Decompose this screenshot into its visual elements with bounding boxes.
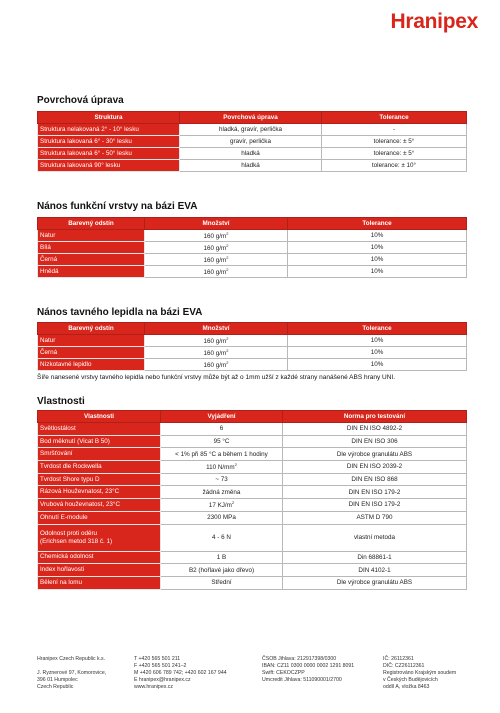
unit-exponent: 2: [234, 462, 237, 468]
table-row: [38, 576, 467, 589]
table-cell: 95 °C: [161, 435, 283, 448]
table-row: [38, 564, 467, 577]
table-row: [38, 551, 467, 564]
table-cell: Struktura lakovaná 90° lesku: [38, 160, 180, 172]
quantity-cell: [145, 242, 288, 254]
quantity-cell: [145, 230, 288, 242]
table-cell: 10%: [288, 359, 467, 371]
table-cell: Struktura lakovaná 6° - 30° lesku: [38, 136, 180, 148]
column-header: Tolerance: [288, 218, 467, 230]
quantity-cell: [145, 266, 288, 278]
footer-line: www.hranipex.cz: [134, 684, 173, 690]
footer-line: 396 01 Humpolec: [37, 677, 78, 683]
table-cell: Struktura lakovaná 6° - 50° lesku: [38, 148, 180, 160]
quantity-value: 160: [203, 362, 215, 369]
table-row: [38, 160, 467, 172]
table-cell: 10%: [288, 266, 467, 278]
unit-exponent: 2: [226, 231, 229, 236]
table-row: [38, 254, 467, 266]
quantity-value: 160: [203, 257, 215, 264]
table-row: [38, 511, 467, 524]
table-row: [38, 230, 467, 242]
table-cell: 10%: [288, 254, 467, 266]
column-header: Tolerance: [288, 323, 467, 335]
footer-company: [37, 656, 106, 691]
table-cell: tolerance: ± 10°: [322, 160, 467, 172]
table-cell: ASTM D 790: [283, 511, 467, 524]
quantity-unit: g/m: [215, 338, 227, 345]
footer-line: v Českých Budějovicích: [383, 677, 438, 683]
footer-line: IBAN: CZ11 0300 0000 0002 1291 8091: [262, 663, 355, 669]
unit-exponent: 2: [226, 336, 229, 341]
table-cell: DIN EN ISO 179-2: [283, 499, 467, 512]
quantity-unit: g/m: [215, 233, 227, 240]
column-header: Povrchová úprava: [180, 112, 322, 124]
table-row: [38, 461, 467, 474]
footer-line: M +420 606 789 742; +420 602 167 944: [134, 670, 227, 676]
unit-exponent: 2: [226, 243, 229, 248]
props-section-title: Vlastnosti: [37, 396, 85, 407]
table-cell: 2300 MPa: [161, 511, 283, 524]
table-cell: DIN EN ISO 179-2: [283, 486, 467, 499]
table-cell: Tvrdost Shore typu D: [38, 473, 161, 486]
table-cell: 10%: [288, 347, 467, 359]
table-cell: DIN EN ISO 306: [283, 435, 467, 448]
quantity-unit: g/m: [215, 245, 227, 252]
table-row: [38, 473, 467, 486]
column-header: Vyjádření: [161, 411, 283, 423]
quantity-value: 160: [203, 338, 215, 345]
table-cell: Bílá: [38, 242, 145, 254]
table-cell: Bělení na lomu: [38, 576, 161, 589]
table-cell: vlastní metoda: [283, 524, 467, 551]
table-cell: Natur: [38, 335, 145, 347]
table-row: [38, 148, 467, 160]
table-cell: 10%: [288, 335, 467, 347]
table-cell: 17 $KJ/m^2$: [161, 499, 283, 512]
table-row: [38, 136, 467, 148]
surface-table: [37, 111, 467, 172]
eva-table: [37, 217, 467, 278]
table-cell: Struktura nelakovaná 2° - 10° lesku: [38, 124, 180, 136]
footer-line: J. Ryznerové 97, Komorovice,: [37, 670, 107, 676]
table-row: [38, 266, 467, 278]
table-row: [38, 423, 467, 436]
footer-registration: [383, 656, 456, 691]
table-cell: tolerance: ± 5°: [322, 148, 467, 160]
footer-line: E hranipex@hranipex.cz: [134, 677, 191, 683]
props-table: [37, 410, 467, 590]
table-cell: žádná změna: [161, 486, 283, 499]
footer-line: T +420 565 501 211: [134, 656, 181, 662]
table-cell: 6: [161, 423, 283, 436]
table-cell: DIN 4102-1: [283, 564, 467, 577]
table-cell: hladká, gravír, perlička: [180, 124, 322, 136]
table-cell: Střední: [161, 576, 283, 589]
table-cell: DIN EN ISO 868: [283, 473, 467, 486]
table-cell: gravír, perlička: [180, 136, 322, 148]
unit-exponent: 2: [226, 255, 229, 260]
column-header: Barevný odstín: [38, 218, 145, 230]
unit-exponent: 2: [226, 348, 229, 353]
table-cell: -: [322, 124, 467, 136]
table-row: [38, 499, 467, 512]
table-cell: Chemická odolnost: [38, 551, 161, 564]
table-cell: Černá: [38, 347, 145, 359]
table-cell: Natur: [38, 230, 145, 242]
quantity-value: 160: [203, 245, 215, 252]
table-cell: Dle výrobce granulátu ABS: [283, 576, 467, 589]
table-cell: Vrubová houževnatost, 23°C: [38, 499, 161, 512]
column-header: Struktura: [38, 112, 180, 124]
table-cell: Smršťování: [38, 448, 161, 461]
footer-line: oddíl A, vložka 8463: [383, 684, 430, 690]
footer-line: Hranipex Czech Republic k.s.: [37, 656, 106, 662]
footer-line: Registrováno Krajským soudem: [383, 670, 457, 676]
table-cell: 110 $N/mm^2$: [161, 461, 283, 474]
table-cell: ~ 73: [161, 473, 283, 486]
table-cell: Bod měknutí (Vicat B 50): [38, 435, 161, 448]
footer-line: IČ: 26112361: [383, 656, 414, 662]
column-header: Norma pro testování: [283, 411, 467, 423]
table-cell: hladká: [180, 160, 322, 172]
unit-exponent: 2: [226, 267, 229, 272]
table-row: [38, 347, 467, 359]
surface-section-title: Povrchová úprava: [37, 95, 124, 106]
footer-line: DIČ: CZ26112361: [383, 663, 425, 669]
table-row: [38, 448, 467, 461]
footer-line: F +420 565 501 241–2: [134, 663, 187, 669]
table-cell: Din 68861-1: [283, 551, 467, 564]
table-row: [38, 486, 467, 499]
table-cell: Nízkotavné lepidlo: [38, 359, 145, 371]
footer-line: Czech Republic: [37, 684, 74, 690]
column-header: Barevný odstín: [38, 323, 145, 335]
column-header: Množství: [145, 323, 288, 335]
table-cell: Černá: [38, 254, 145, 266]
quantity-unit: g/m: [215, 269, 227, 276]
column-header: Množství: [145, 218, 288, 230]
table-cell: Rázová Houževnatost, 23°C: [38, 486, 161, 499]
hotmelt-table: [37, 322, 467, 371]
table-cell: DIN EN ISO 4892-2: [283, 423, 467, 436]
unit-exponent: 2: [226, 360, 229, 365]
table-cell: Hnědá: [38, 266, 145, 278]
quantity-value: 160: [203, 269, 215, 276]
table-cell: 1 B: [161, 551, 283, 564]
footer-line: ČSOB Jihlava: 212917398/0300: [262, 656, 337, 662]
table-cell: < 1% při 85 °C a během 1 hodiny: [161, 448, 283, 461]
quantity-cell: [145, 335, 288, 347]
quantity-cell: [145, 347, 288, 359]
quantity-value: 160: [203, 233, 215, 240]
table-row: [38, 359, 467, 371]
table-cell: Ohnutí E-module: [38, 511, 161, 524]
footer-bank: [262, 656, 354, 684]
quantity-value: 160: [203, 350, 215, 357]
quantity-unit: g/m: [215, 362, 227, 369]
table-cell: Index hořlavosti: [38, 564, 161, 577]
table-row: [38, 524, 467, 551]
hotmelt-note: Šíře nanesené vrstvy tavného lepidla nebo funkční vrstvy může být až o 1mm užší z každé strany nanášené ABS hrany UNI.: [37, 374, 396, 381]
quantity-unit: g/m: [215, 350, 227, 357]
hotmelt-section-title: Nános tavného lepidla na bázi EVA: [37, 307, 203, 318]
table-row: [38, 435, 467, 448]
table-cell: Tvrdost dle Rockwella: [38, 461, 161, 474]
table-cell: 10%: [288, 230, 467, 242]
footer-line: [37, 663, 106, 670]
table-cell: Odolnost proti oděru (Erichsen metod 318 č. 1): [38, 524, 161, 551]
table-row: [38, 335, 467, 347]
table-cell: 10%: [288, 242, 467, 254]
table-cell: tolerance: ± 5°: [322, 136, 467, 148]
company-logo: Hranipex: [390, 10, 478, 33]
table-row: [38, 242, 467, 254]
footer-line: Umcredit Jihlava: 511090001/2700: [262, 677, 342, 683]
table-cell: Dle výrobce granulátu ABS: [283, 448, 467, 461]
table-cell: 4 - 6 N: [161, 524, 283, 551]
unit-exponent: 2: [231, 500, 235, 506]
quantity-cell: [145, 254, 288, 266]
column-header: Tolerance: [322, 112, 467, 124]
column-header: Vlastnosti: [38, 411, 161, 423]
footer-contacts: [134, 656, 227, 691]
eva-section-title: Nános funkční vrstvy na bázi EVA: [37, 201, 198, 212]
table-cell: B2 (hořlavé jako dřevo): [161, 564, 283, 577]
quantity-unit: g/m: [215, 257, 227, 264]
table-cell: Světlostálost: [38, 423, 161, 436]
footer-line: Swift: CEKOCZPP: [262, 670, 305, 676]
table-row: [38, 124, 467, 136]
table-cell: hladká: [180, 148, 322, 160]
table-cell: DIN EN ISO 2039-2: [283, 461, 467, 474]
quantity-cell: [145, 359, 288, 371]
